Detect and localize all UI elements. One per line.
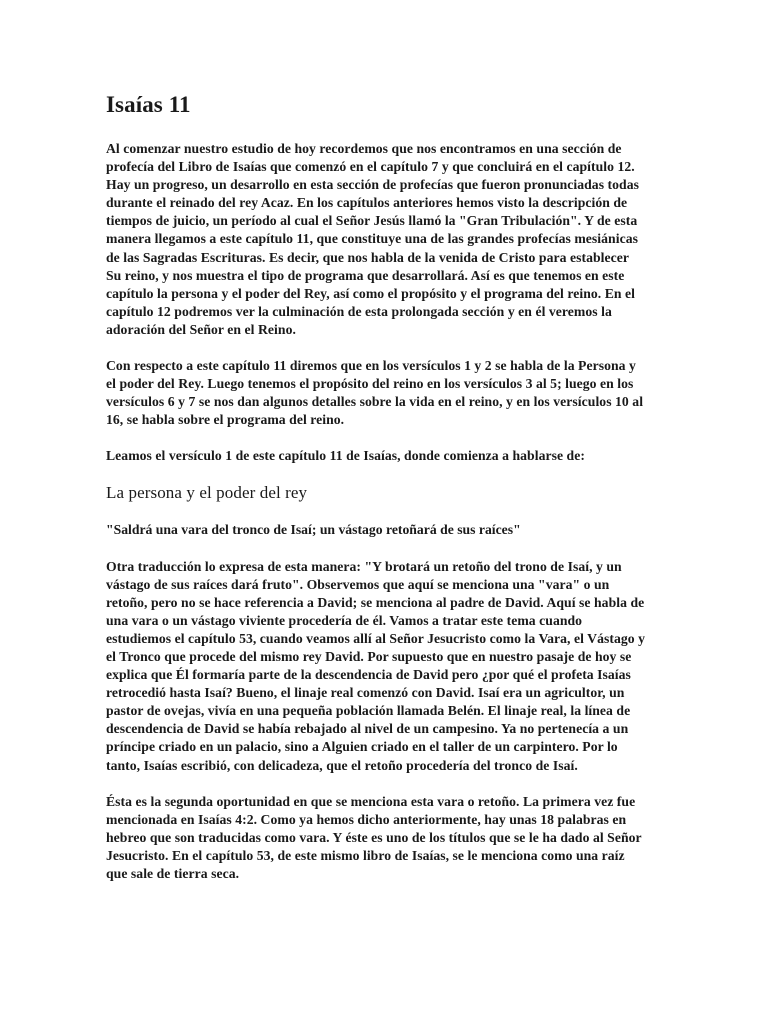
second-mention-paragraph: Ésta es la segunda oportunidad en que se menciona esta vara o retoño. La primera vez fue mencionada en Isaías 4:2. Como ya hemos dicho anteriormente, hay unas 18 palabras en hebreo que son traducidas como vara. Y éste es uno de los títulos que se le ha dado al Señor Jesucristo. En el capítulo 53, de este mismo libro de Isaías, se le menciona como una raíz que sale de tierra seca. [106,793,642,881]
section-heading: La persona y el poder del rey [106,482,308,502]
verse-quote: "Saldrá una vara del tronco de Isaí; un vástago retoñará de sus raíces" [106,521,521,537]
document-page [106,92,646,901]
page-title: Isaías 11 [106,92,191,117]
reading-intro-paragraph: Leamos el versículo 1 de este capítulo 11 de Isaías, donde comienza a hablarse de: [106,448,585,464]
intro-paragraph: Al comenzar nuestro estudio de hoy recordemos que nos encontramos en una sección de profecía del Libro de Isaías que comenzó en el capítulo 7 y que concluirá en el capítulo 12. Hay un progreso, un desarrollo en esta sección de profecías que fueron pronunciadas todas durante el reinado del rey Acaz. En los capítulos anteriores hemos visto la descripción de tiempos de juicio, un período al cual el Señor Jesús llamó la "Gran Tribulación". Y de esta manera llegamos a este capítulo 11, que constituye una de las grandes profecías mesiánicas de las Sagradas Escrituras. Es decir, que nos habla de la venida de Cristo para establecer Su reino, y nos muestra el tipo de programa que desarrollará. Así es que tenemos en este capítulo la persona y el poder del Rey, así como el propósito y el programa del reino. En el capítulo 12 podremos ver la culminación de esta prolongada sección y en él veremos la adoración del Señor en el Reino. [106,141,639,337]
verses-overview-paragraph: Con respecto a este capítulo 11 diremos que en los versículos 1 y 2 se habla de la Persona y el poder del Rey. Luego tenemos el propósito del reino en los versículos 3 al 5; luego en los versículos 6 y 7 se nos dan algunos detalles sobre la vida en el reino, y en los versículos 10 al 16, se habla sobre el programa del reino. [106,358,644,428]
translation-paragraph: Otra traducción lo expresa de esta manera: "Y brotará un retoño del trono de Isaí, y un vástago de sus raíces dará fruto". Observemos que aquí se menciona una "vara" o un retoño, pero no se hace referencia a David; se menciona al padre de David. Aquí se habla de una vara o un vástago viviente procedería de él. Vamos a tratar este tema cuando estudiemos el capítulo 53, cuando veamos allí al Señor Jesucristo como la Vara, el Vástago y el Tronco que procede del mismo rey David. Por supuesto que en nuestro pasaje de hoy se explica que Él formaría parte de la descendencia de David pero ¿por qué el profeta Isaías retrocedió hasta Isaí? Bueno, el linaje real comenzó con David. Isaí era un agricultor, un pastor de ovejas, vivía en una pequeña población llamada Belén. El linaje real, la línea de descendencia de David se había rebajado al nivel de un campesino. Ya no pertenecía a un príncipe criado en un palacio, sino a Alguien criado en el taller de un carpintero. Por lo tanto, Isaías escribió, con delicadeza, que el retoño procedería del tronco de Isaí. [106,558,646,773]
